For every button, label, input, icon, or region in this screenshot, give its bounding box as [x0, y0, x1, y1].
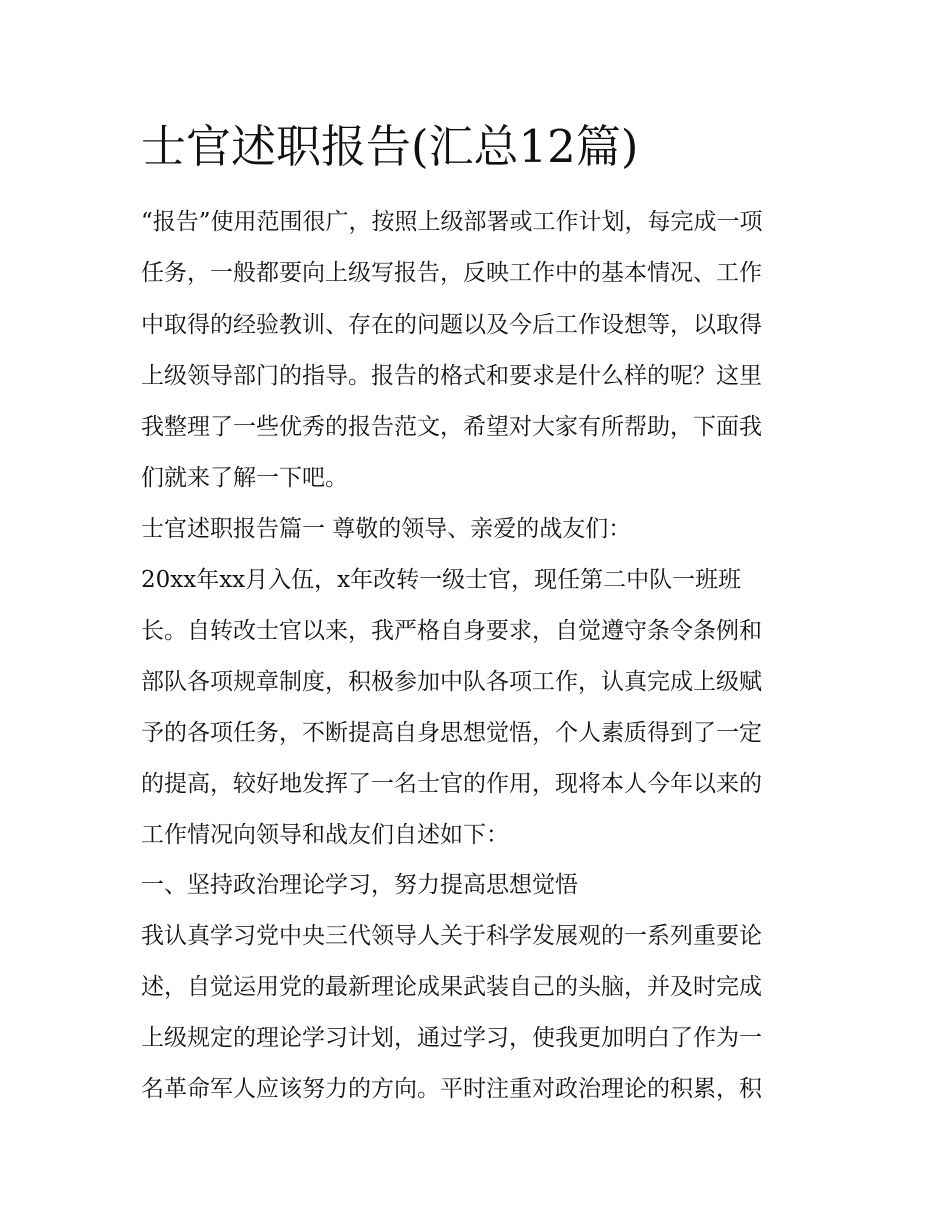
paragraph-line: “报告”使用范围很广，按照上级部署或工作计划，每完成一项 — [141, 209, 763, 235]
paragraph-line: 任务，一般都要向上级写报告，反映工作中的基本情况、工作 — [141, 260, 762, 286]
paragraph-line: 我认真学习党中央三代领导人关于科学发展观的一系列重要论 — [141, 923, 762, 949]
paragraph-line: 部队各项规章制度，积极参加中队各项工作，认真完成上级赋 — [141, 669, 762, 695]
paragraph-line: 予的各项任务，不断提高自身思想觉悟，个人素质得到了一定 — [141, 720, 762, 746]
paragraph-line: 工作情况向领导和战友们自述如下： — [141, 822, 509, 848]
paragraph-line: 们就来了解一下吧。 — [141, 465, 348, 491]
paragraph-line: 上级领导部门的指导。报告的格式和要求是什么样的呢？这里 — [141, 363, 762, 389]
paragraph-line: 的提高，较好地发挥了一名士官的作用，现将本人今年以来的 — [141, 771, 762, 797]
section-heading: 一、坚持政治理论学习，努力提高思想觉悟 — [141, 872, 578, 898]
paragraph-line: 名革命军人应该努力的方向。平时注重对政治理论的积累，积 — [141, 1076, 762, 1102]
paragraph-line: 中取得的经验教训、存在的问题以及今后工作设想等，以取得 — [141, 312, 762, 338]
paragraph-line: 长。自转改士官以来，我严格自身要求，自觉遵守条令条例和 — [141, 618, 762, 644]
paragraph-line: 上级规定的理论学习计划，通过学习，使我更加明白了作为一 — [141, 1025, 762, 1051]
section-heading: 士官述职报告篇一 尊敬的领导、亲爱的战友们： — [141, 516, 632, 542]
paragraph-line: 述，自觉运用党的最新理论成果武装自己的头脑，并及时完成 — [141, 974, 762, 1000]
paragraph-line: 我整理了一些优秀的报告范文，希望对大家有所帮助，下面我 — [141, 414, 762, 440]
document-title: 士官述职报告(汇总12篇) — [141, 120, 639, 173]
paragraph-line: 20xx年xx月入伍，x年改转一级士官，现任第二中队一班班 — [141, 567, 742, 593]
